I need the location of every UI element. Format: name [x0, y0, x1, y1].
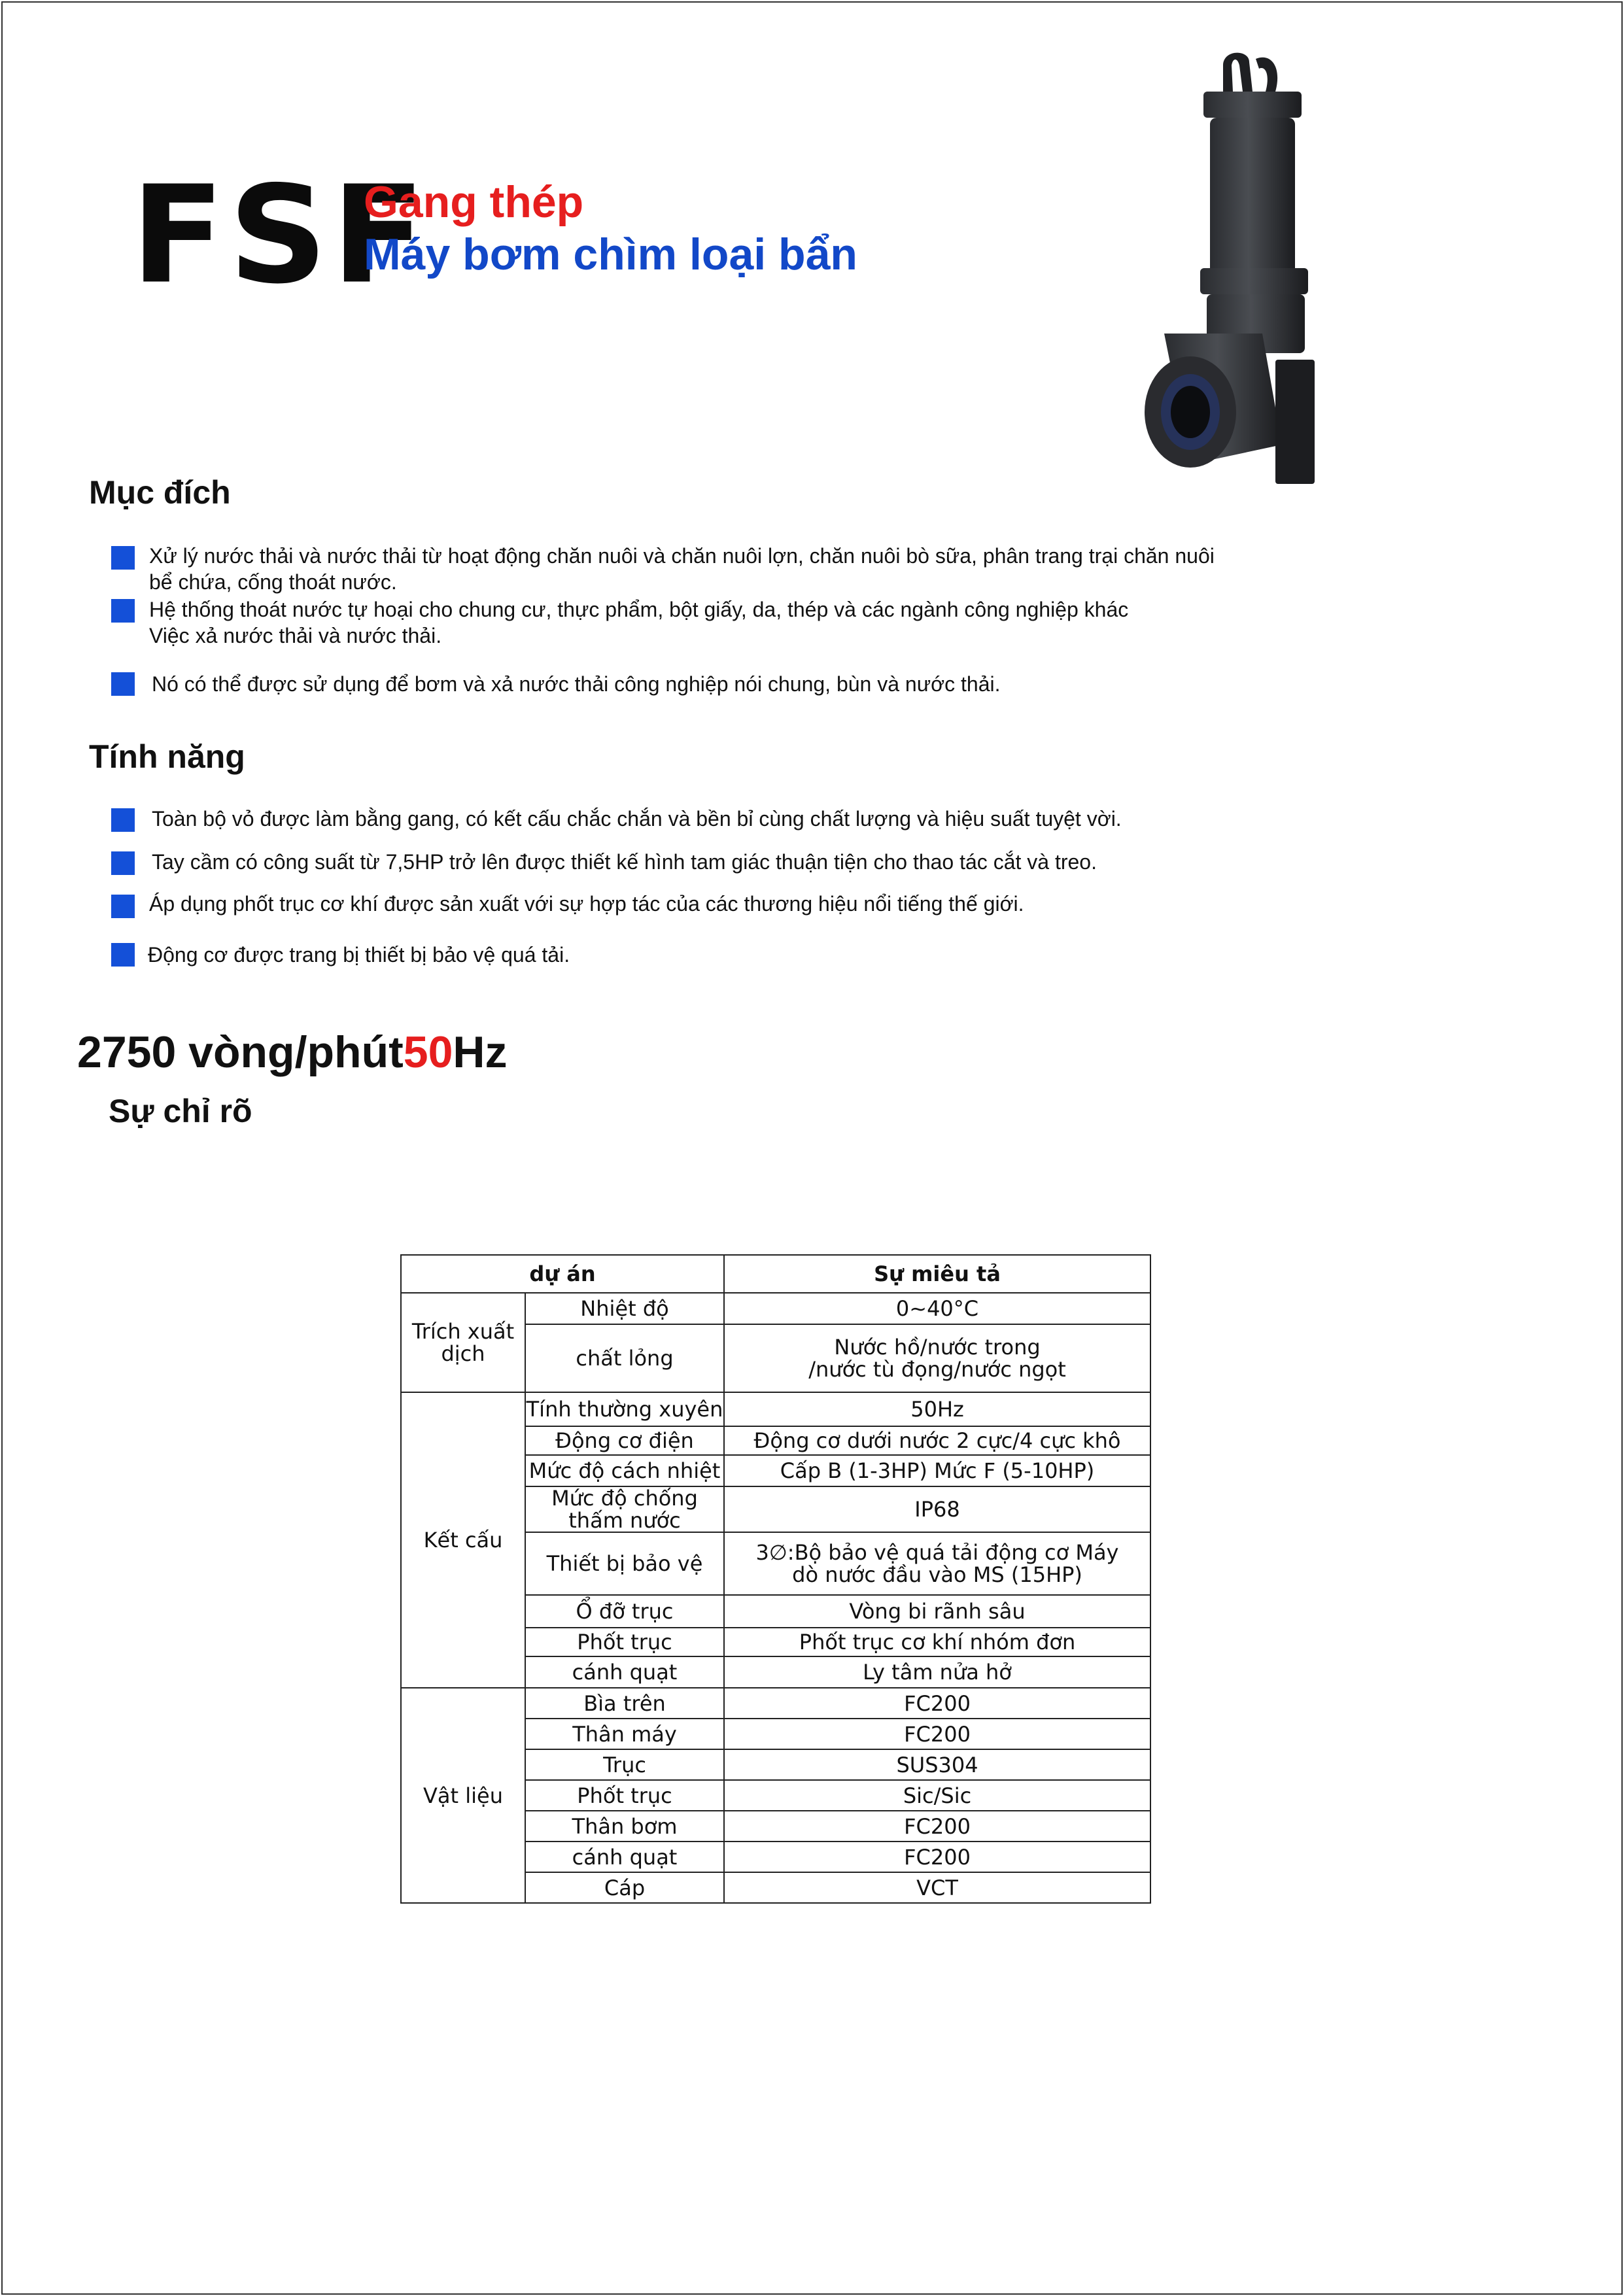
feature-item: Tay cầm có công suất từ 7,5HP trở lên được thiết kế hình tam giác thuận tiện cho thao tác cắt và treo.: [152, 850, 1097, 874]
item-value: VCT: [724, 1872, 1150, 1903]
item-value: FC200: [724, 1811, 1150, 1842]
item-name: Thân máy: [525, 1719, 724, 1749]
item-value: SUS304: [724, 1749, 1150, 1780]
purpose-item-line: Hệ thống thoát nước tự hoại cho chung cư, thực phẩm, bột giấy, da, thép và các ngành công nghiệp khác: [149, 598, 1129, 621]
item-value: Cấp B (1-3HP) Mức F (5-10HP): [724, 1455, 1150, 1486]
subtitle-product: Máy bơm chìm loại bẩn: [364, 230, 857, 279]
item-name: Trục: [525, 1749, 724, 1780]
item-value: 0~40°C: [724, 1293, 1150, 1324]
bullet-icon: [111, 851, 135, 875]
item-value: Sic/Sic: [724, 1780, 1150, 1811]
item-name: cánh quạt: [525, 1656, 724, 1688]
speed-heading: [77, 1027, 508, 1078]
item-name: Phốt trục: [525, 1780, 724, 1811]
purpose-item-line: bể chứa, cống thoát nước.: [149, 570, 397, 594]
table-row: [401, 1293, 1150, 1324]
features-heading: Tính năng: [89, 738, 245, 775]
item-name: Thân bơm: [525, 1811, 724, 1842]
purpose-item: Nó có thể được sử dụng để bơm và xả nước thải công nghiệp nói chung, bùn và nước thải.: [152, 672, 1001, 696]
item-value: 3∅:Bộ bảo vệ quá tải động cơ Máy dò nước đầu vào MS (15HP): [724, 1532, 1150, 1595]
purpose-item-line: Xử lý nước thải và nước thải từ hoạt động chăn nuôi và chăn nuôi lợn, chăn nuôi bò sữa, phân trang trại chăn nuôi: [149, 544, 1215, 568]
item-value: Phốt trục cơ khí nhóm đơn: [724, 1628, 1150, 1656]
purpose-item: [149, 596, 1128, 649]
purpose-item: [149, 543, 1215, 595]
table-header-row: [401, 1255, 1150, 1293]
subtitle-material: Gang thép: [364, 177, 584, 227]
item-name: Mức độ cách nhiệt: [525, 1455, 724, 1486]
spec-table: [400, 1254, 1151, 1904]
item-name: Phốt trục: [525, 1628, 724, 1656]
header-description: Sự miêu tả: [724, 1255, 1150, 1293]
feature-item: Động cơ được trang bị thiết bị bảo vệ quá tải.: [148, 943, 570, 967]
group-label: Trích xuất dịch: [401, 1293, 525, 1392]
item-value: Nước hồ/nước trong /nước tù đọng/nước ngọt: [724, 1324, 1150, 1392]
item-name: chất lỏng: [525, 1324, 724, 1392]
bullet-icon: [111, 672, 135, 696]
item-name: Tính thường xuyên: [525, 1392, 724, 1426]
item-name: Thiết bị bảo vệ: [525, 1532, 724, 1595]
item-name: Mức độ chống thấm nước: [525, 1486, 724, 1532]
bullet-icon: [111, 895, 135, 918]
freq-value: 50: [403, 1027, 453, 1077]
purpose-item-line: Việc xả nước thải và nước thải.: [149, 624, 442, 647]
purpose-heading: Mục đích: [89, 474, 231, 511]
item-value: 50Hz: [724, 1392, 1150, 1426]
group-label: Vật liệu: [401, 1688, 525, 1903]
pump-image: [1125, 46, 1387, 504]
bullet-icon: [111, 599, 135, 623]
item-name: Động cơ điện: [525, 1426, 724, 1455]
item-value: Ly tâm nửa hở: [724, 1656, 1150, 1688]
bullet-icon: [111, 943, 135, 967]
item-value: FC200: [724, 1719, 1150, 1749]
item-value: FC200: [724, 1688, 1150, 1719]
feature-item: Áp dụng phốt trục cơ khí được sản xuất với sự hợp tác của các thương hiệu nổi tiếng thế giới.: [149, 892, 1024, 916]
item-name: Bìa trên: [525, 1688, 724, 1719]
item-value: Vòng bi rãnh sâu: [724, 1595, 1150, 1628]
table-row: [401, 1688, 1150, 1719]
freq-unit: Hz: [453, 1027, 508, 1077]
item-name: Cáp: [525, 1872, 724, 1903]
item-name: Ổ đỡ trục: [525, 1595, 724, 1628]
group-label: Kết cấu: [401, 1392, 525, 1688]
bullet-icon: [111, 808, 135, 832]
bullet-icon: [111, 546, 135, 570]
brand-logo: FSF: [131, 156, 430, 314]
rpm-value: 2750 vòng/phút: [77, 1027, 404, 1077]
item-value: FC200: [724, 1842, 1150, 1872]
item-value: IP68: [724, 1486, 1150, 1532]
item-name: cánh quạt: [525, 1842, 724, 1872]
feature-item: Toàn bộ vỏ được làm bằng gang, có kết cấu chắc chắn và bền bỉ cùng chất lượng và hiệu suất tuyệt vời.: [152, 807, 1122, 831]
item-name: Nhiệt độ: [525, 1293, 724, 1324]
item-value: Động cơ dưới nước 2 cực/4 cực khô: [724, 1426, 1150, 1455]
spec-heading: Sự chỉ rõ: [109, 1093, 252, 1129]
header-project: dự án: [401, 1255, 724, 1293]
table-row: [401, 1392, 1150, 1426]
